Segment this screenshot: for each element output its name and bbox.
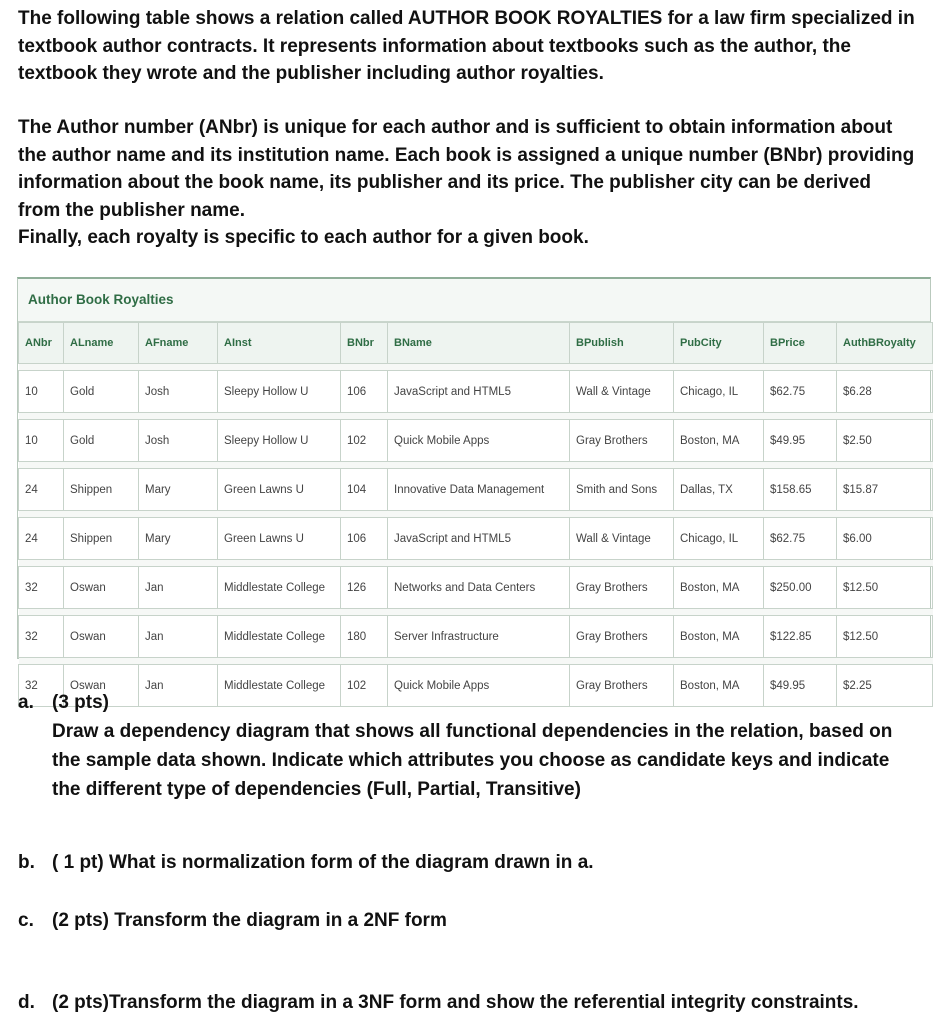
table-cell-alname: Oswan — [64, 665, 139, 707]
row-spacer — [19, 462, 933, 469]
table-cell-pubcity: Boston, MA — [674, 665, 764, 707]
column-header-authbroyalty: AuthBRoyalty — [837, 323, 933, 364]
table-cell-bname: Quick Mobile Apps — [388, 665, 570, 707]
table-row — [19, 469, 933, 511]
table-cell-ainst: Sleepy Hollow U — [218, 420, 341, 462]
table-cell-bnbr: 104 — [341, 469, 388, 511]
table-cell-bnbr: 180 — [341, 616, 388, 658]
table-header-row — [19, 323, 933, 364]
table-cell-bname: Quick Mobile Apps — [388, 420, 570, 462]
table-cell-bnbr: 106 — [341, 371, 388, 413]
table-cell-bpublish: Gray Brothers — [570, 665, 674, 707]
question-a — [18, 688, 109, 717]
question-b-text: ( 1 pt) What is normalization form of the diagram drawn in a. — [52, 852, 594, 873]
row-spacer-cell — [19, 413, 933, 420]
table-cell-bpublish: Smith and Sons — [570, 469, 674, 511]
table-cell-bpublish: Gray Brothers — [570, 616, 674, 658]
question-d-label: d. — [18, 992, 35, 1013]
row-spacer — [19, 560, 933, 567]
table-cell-bprice: $62.75 — [764, 518, 837, 560]
table-cell-pubcity: Boston, MA — [674, 567, 764, 609]
table-cell-authbroyalty: $12.50 — [837, 567, 933, 609]
column-header-bpublish: BPublish — [570, 323, 674, 364]
table-cell-anbr: 10 — [19, 420, 64, 462]
table-cell-afname: Mary — [139, 518, 218, 560]
question-b-label: b. — [18, 852, 35, 873]
column-header-bname: BName — [388, 323, 570, 364]
table-cell-bprice: $49.95 — [764, 665, 837, 707]
table-cell-anbr: 24 — [19, 469, 64, 511]
table-cell-bname: JavaScript and HTML5 — [388, 518, 570, 560]
table-cell-bnbr: 102 — [341, 420, 388, 462]
table-cell-pubcity: Chicago, IL — [674, 518, 764, 560]
table-cell-authbroyalty: $2.50 — [837, 420, 933, 462]
intro-paragraph-2-block — [18, 114, 918, 252]
table-cell-afname: Jan — [139, 665, 218, 707]
intro-paragraph-2: The Author number (ANbr) is unique for each author and is sufficient to obtain information about the author name and its institution name. Each book is assigned a unique number (BNbr) providing information about the book name, its publisher and its price. The publisher city can be derived from the publisher name. — [18, 117, 915, 221]
table-cell-alname: Shippen — [64, 518, 139, 560]
table-cell-alname: Gold — [64, 371, 139, 413]
column-header-pubcity: PubCity — [674, 323, 764, 364]
table-cell-pubcity: Boston, MA — [674, 420, 764, 462]
table-cell-authbroyalty: $2.25 — [837, 665, 933, 707]
table-cell-authbroyalty: $15.87 — [837, 469, 933, 511]
table-cell-alname: Oswan — [64, 616, 139, 658]
table-cell-afname: Josh — [139, 420, 218, 462]
table-row — [19, 567, 933, 609]
row-spacer — [19, 609, 933, 616]
table-cell-bpublish: Gray Brothers — [570, 567, 674, 609]
table-row — [19, 371, 933, 413]
table-cell-afname: Jan — [139, 616, 218, 658]
question-a-label: a. — [18, 692, 34, 713]
table-cell-anbr: 32 — [19, 616, 64, 658]
table-cell-bname: JavaScript and HTML5 — [388, 371, 570, 413]
row-spacer — [19, 364, 933, 371]
table-cell-ainst: Sleepy Hollow U — [218, 371, 341, 413]
column-header-bnbr: BNbr — [341, 323, 388, 364]
table-cell-ainst: Middlestate College — [218, 616, 341, 658]
table-cell-pubcity: Chicago, IL — [674, 371, 764, 413]
question-c-label: c. — [18, 910, 34, 931]
table-row — [19, 665, 933, 707]
intro-paragraph-1: The following table shows a relation called AUTHOR BOOK ROYALTIES for a law firm specialized in textbook author contracts. It represents information about textbooks such as the author, the textbook they wrote and the publisher including author royalties. — [18, 8, 915, 84]
column-header-anbr: ANbr — [19, 323, 64, 364]
question-d-text: (2 pts)Transform the diagram in a 3NF form and show the referential integrity constraints. — [52, 992, 859, 1013]
table-cell-bprice: $49.95 — [764, 420, 837, 462]
row-spacer-cell — [19, 560, 933, 567]
intro-paragraph-3: Finally, each royalty is specific to each author for a given book. — [18, 227, 589, 248]
table-cell-bname: Innovative Data Management — [388, 469, 570, 511]
table-cell-alname: Oswan — [64, 567, 139, 609]
table-body — [19, 364, 933, 707]
table-caption: Author Book Royalties — [18, 279, 930, 322]
table-cell-anbr: 32 — [19, 665, 64, 707]
table-row — [19, 616, 933, 658]
table-cell-bnbr: 126 — [341, 567, 388, 609]
question-a-text: Draw a dependency diagram that shows all functional dependencies in the relation, based on the sample data shown. Indicate which attributes you choose as candidate keys and indicate the different type of dependencies (Full, Partial, Transitive) — [52, 721, 893, 800]
table-cell-ainst: Middlestate College — [218, 567, 341, 609]
row-spacer-cell — [19, 364, 933, 371]
table-cell-ainst: Green Lawns U — [218, 469, 341, 511]
row-spacer-cell — [19, 658, 933, 665]
row-spacer-cell — [19, 462, 933, 469]
table-cell-bnbr: 102 — [341, 665, 388, 707]
row-spacer — [19, 658, 933, 665]
column-header-afname: AFname — [139, 323, 218, 364]
table-cell-bpublish: Wall & Vintage — [570, 371, 674, 413]
question-c-text: (2 pts) Transform the diagram in a 2NF form — [52, 910, 447, 931]
row-spacer — [19, 413, 933, 420]
column-header-alname: ALname — [64, 323, 139, 364]
table-cell-bprice: $250.00 — [764, 567, 837, 609]
column-header-bprice: BPrice — [764, 323, 837, 364]
table-cell-authbroyalty: $6.00 — [837, 518, 933, 560]
table-cell-authbroyalty: $12.50 — [837, 616, 933, 658]
table-cell-afname: Mary — [139, 469, 218, 511]
table-cell-bnbr: 106 — [341, 518, 388, 560]
table-cell-bpublish: Gray Brothers — [570, 420, 674, 462]
table-cell-bprice: $62.75 — [764, 371, 837, 413]
table-cell-authbroyalty: $6.28 — [837, 371, 933, 413]
table-cell-bpublish: Wall & Vintage — [570, 518, 674, 560]
table-cell-ainst: Green Lawns U — [218, 518, 341, 560]
royalties-table-container — [17, 277, 931, 692]
row-spacer — [19, 511, 933, 518]
row-spacer-cell — [19, 511, 933, 518]
table-cell-anbr: 10 — [19, 371, 64, 413]
question-b — [18, 848, 594, 877]
question-c — [18, 906, 447, 935]
question-d — [18, 988, 859, 1017]
table-cell-bname: Networks and Data Centers — [388, 567, 570, 609]
table-cell-ainst: Middlestate College — [218, 665, 341, 707]
table-cell-bprice: $158.65 — [764, 469, 837, 511]
table-cell-afname: Josh — [139, 371, 218, 413]
table-cell-alname: Gold — [64, 420, 139, 462]
table-cell-anbr: 32 — [19, 567, 64, 609]
table-cell-afname: Jan — [139, 567, 218, 609]
table-cell-pubcity: Dallas, TX — [674, 469, 764, 511]
table-row — [19, 420, 933, 462]
table-cell-alname: Shippen — [64, 469, 139, 511]
table-row — [19, 518, 933, 560]
column-header-ainst: AInst — [218, 323, 341, 364]
royalties-table — [18, 322, 933, 707]
row-spacer-cell — [19, 609, 933, 616]
question-a-points: (3 pts) — [52, 692, 109, 713]
table-cell-pubcity: Boston, MA — [674, 616, 764, 658]
table-cell-bname: Server Infrastructure — [388, 616, 570, 658]
table-cell-anbr: 24 — [19, 518, 64, 560]
table-cell-bprice: $122.85 — [764, 616, 837, 658]
